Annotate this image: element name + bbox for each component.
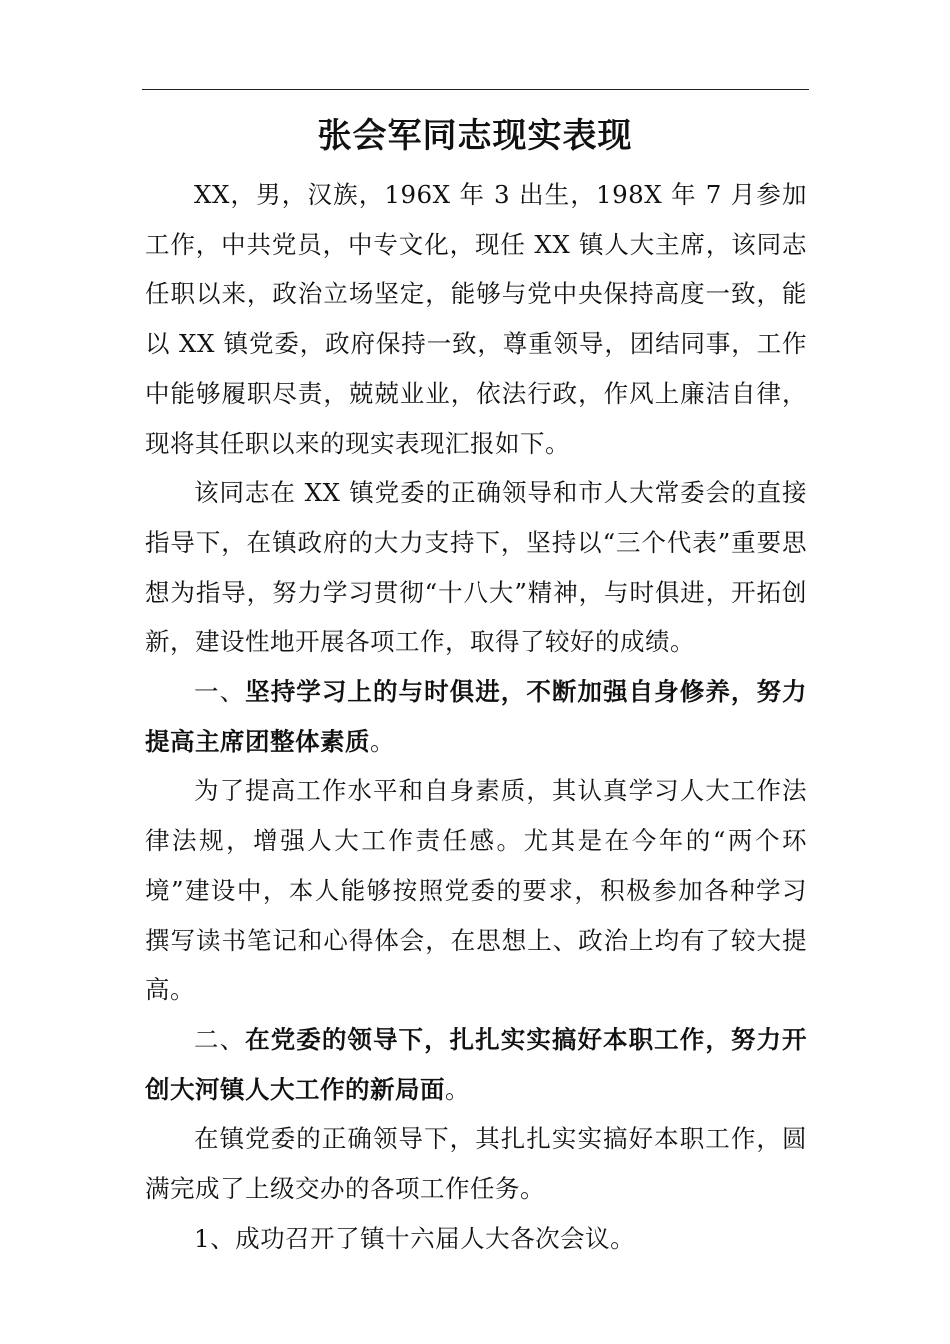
section-heading-2 [145,1015,807,1114]
paragraph-overview: 该同志在 XX 镇党委的正确领导和市人大常委会的直接指导下，在镇政府的大力支持下，坚持以“三个代表”重要思想为指导，努力学习贯彻“十八大”精神，与时俱进，开拓创新，建设性地开展各项工作，取得了较好的成绩。 [145,478,807,657]
section-heading-1-number: 一、 [194,677,246,707]
list-item-1: 1、成功召开了镇十六届人大各次会议。 [194,1223,636,1253]
paragraph-duties: 在镇党委的正确领导下，其扎扎实实搞好本职工作，圆满完成了上级交办的各项工作任务。 [145,1124,807,1204]
document-title: 张会军同志现实表现 [317,115,633,156]
section-heading-1-tail: 。 [370,726,395,756]
header-rule [142,89,809,90]
document-body [145,170,807,1263]
section-heading-2-number: 二、 [194,1024,246,1054]
section-heading-2-text: 在党委的领导下，扎扎实实搞好本职工作，努力开创大河镇人大工作的新局面 [145,1024,808,1104]
paragraph-profile: XX，男，汉族，196X 年 3 出生，198X 年 7 月参加工作，中共党员，中专文化，现任 XX 镇人大主席，该同志任职以来，政治立场坚定，能够与党中央保持高度一致，能以 XX 镇党委，政府保持一致，尊重领导，团结同事，工作中能够履职尽责，兢兢业业，依法行政，作风上廉洁自律，现将其任职以来的现实表现汇报如下。 [145,180,807,458]
section-heading-1-text: 坚持学习上的与时俱进，不断加强自身修养，努力提高主席团整体素质 [145,677,808,756]
paragraph-study: 为了提高工作水平和自身素质，其认真学习人大工作法律法规，增强人大工作责任感。尤其是在今年的“两个环境”建设中，本人能够按照党委的要求，积极参加各种学习撰写读书笔记和心得体会，在思想上、政治上均有了较大提高。 [145,776,807,1005]
section-heading-1 [145,667,807,766]
section-heading-2-tail: 。 [445,1074,470,1104]
